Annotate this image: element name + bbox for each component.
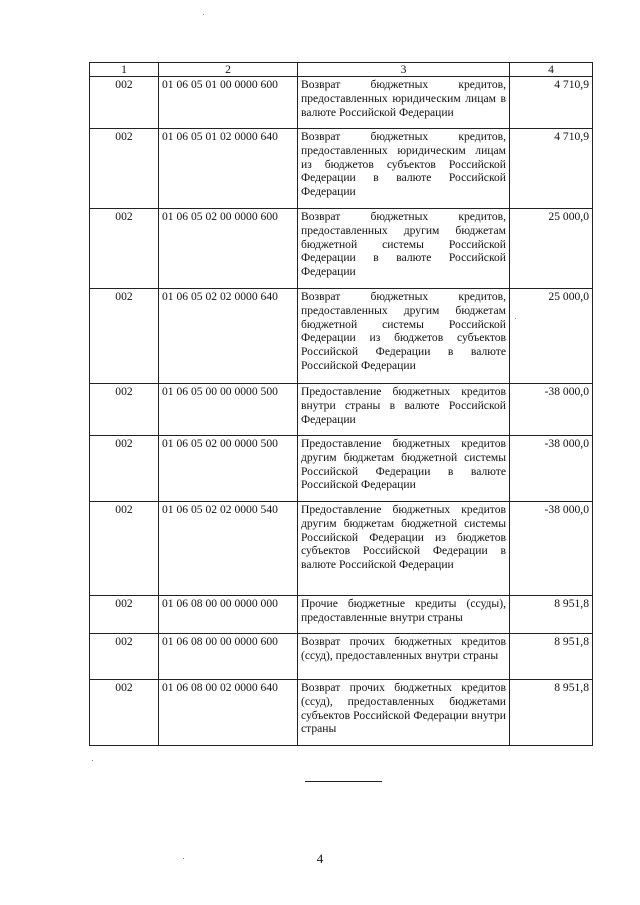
table-header-row xyxy=(90,63,593,77)
classification-code-cell: 01 06 08 00 00 0000 600 xyxy=(159,634,298,680)
admin-code-cell: 002 xyxy=(90,129,159,209)
classification-code-cell: 01 06 05 01 00 0000 600 xyxy=(159,77,298,129)
item-name-cell: Возврат бюджетных кредитов, предоставленных другим бюджетам бюджетной системы Российской Федерации из бюджетов субъектов Российской Федерации в валюте Российской Федерации xyxy=(298,289,510,384)
item-name-cell: Возврат прочих бюджетных кредитов (ссуд), предоставленных бюджетами субъектов Российской Федерации внутри страны xyxy=(298,680,510,746)
column-header: 4 xyxy=(510,63,593,77)
table-row xyxy=(90,502,593,596)
item-name-cell: Возврат бюджетных кредитов, предоставленных юридическим лицам в валюте Российской Федерации xyxy=(298,77,510,129)
item-name-cell: Возврат бюджетных кредитов, предоставленных другим бюджетам бюджетной системы Российской Федерации в валюте Российской Федерации xyxy=(298,209,510,289)
item-name-cell: Возврат прочих бюджетных кредитов (ссуд), предоставленных внутри страны xyxy=(298,634,510,680)
table-row xyxy=(90,77,593,129)
admin-code-cell: 002 xyxy=(90,436,159,502)
column-header: 2 xyxy=(159,63,298,77)
classification-code-cell: 01 06 05 02 02 0000 540 xyxy=(159,502,298,596)
amount-cell: 8 951,8 xyxy=(510,634,593,680)
amount-cell: -38 000,0 xyxy=(510,502,593,596)
item-name-cell: Предоставление бюджетных кредитов внутри страны в валюте Российской Федерации xyxy=(298,384,510,436)
admin-code-cell: 002 xyxy=(90,77,159,129)
admin-code-cell: 002 xyxy=(90,680,159,746)
amount-cell: -38 000,0 xyxy=(510,384,593,436)
scan-speck xyxy=(183,858,184,859)
amount-cell: 4 710,9 xyxy=(510,129,593,209)
classification-code-cell: 01 06 08 00 02 0000 640 xyxy=(159,680,298,746)
amount-cell: 4 710,9 xyxy=(510,77,593,129)
admin-code-cell: 002 xyxy=(90,634,159,680)
admin-code-cell: 002 xyxy=(90,596,159,634)
amount-cell: 8 951,8 xyxy=(510,680,593,746)
table-row xyxy=(90,384,593,436)
admin-code-cell: 002 xyxy=(90,502,159,596)
budget-sources-table xyxy=(89,62,593,746)
amount-cell: 25 000,0 xyxy=(510,209,593,289)
end-separator-line xyxy=(305,781,382,782)
column-header: 3 xyxy=(298,63,510,77)
amount-cell: 25 000,0 xyxy=(510,289,593,384)
table-row xyxy=(90,209,593,289)
classification-code-cell: 01 06 05 02 00 0000 500 xyxy=(159,436,298,502)
classification-code-cell: 01 06 05 01 02 0000 640 xyxy=(159,129,298,209)
table-row xyxy=(90,634,593,680)
table-row xyxy=(90,289,593,384)
amount-cell: 8 951,8 xyxy=(510,596,593,634)
amount-cell: -38 000,0 xyxy=(510,436,593,502)
item-name-cell: Предоставление бюджетных кредитов другим бюджетам бюджетной системы Российской Федерации из бюджетов субъектов Российской Федерации в валюте Российской Федерации xyxy=(298,502,510,596)
item-name-cell: Прочие бюджетные кредиты (ссуды), предоставленные внутри страны xyxy=(298,596,510,634)
table-row xyxy=(90,596,593,634)
classification-code-cell: 01 06 05 02 02 0000 640 xyxy=(159,289,298,384)
scan-speck xyxy=(515,318,516,319)
item-name-cell: Предоставление бюджетных кредитов другим бюджетам бюджетной системы Российской Федерации в валюте Российской Федерации xyxy=(298,436,510,502)
page-number: 4 xyxy=(316,851,324,866)
admin-code-cell: 002 xyxy=(90,384,159,436)
classification-code-cell: 01 06 05 00 00 0000 500 xyxy=(159,384,298,436)
admin-code-cell: 002 xyxy=(90,289,159,384)
item-name-cell: Возврат бюджетных кредитов, предоставленных юридическим лицам из бюджетов субъектов Российской Федерации в валюте Российской Федерации xyxy=(298,129,510,209)
admin-code-cell: 002 xyxy=(90,209,159,289)
column-header: 1 xyxy=(90,63,159,77)
table-row xyxy=(90,680,593,746)
scan-speck xyxy=(92,760,93,761)
scan-speck xyxy=(203,14,204,15)
table-row xyxy=(90,129,593,209)
classification-code-cell: 01 06 08 00 00 0000 000 xyxy=(159,596,298,634)
table-row xyxy=(90,436,593,502)
classification-code-cell: 01 06 05 02 00 0000 600 xyxy=(159,209,298,289)
